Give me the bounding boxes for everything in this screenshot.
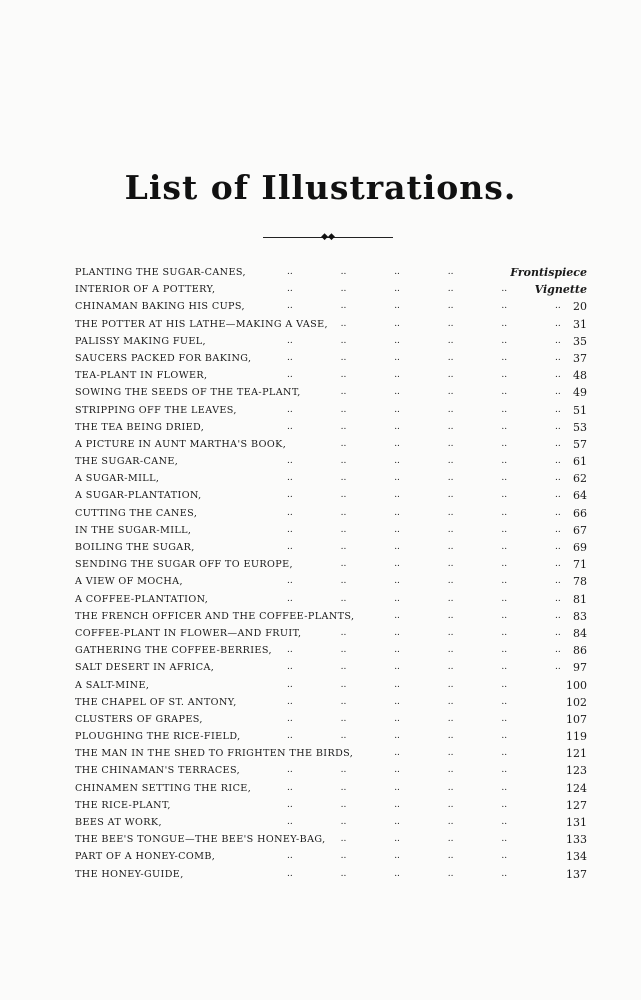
illustration-caption: COFFEE-PLANT IN FLOWER—AND FRUIT, bbox=[75, 625, 303, 642]
leader-dots: .. .. .. .. .. bbox=[340, 318, 561, 329]
list-item bbox=[75, 487, 587, 504]
list-item bbox=[75, 797, 587, 814]
list-item bbox=[75, 298, 587, 315]
page-number: 57 bbox=[573, 437, 587, 451]
illustration-caption: A SALT-MINE, bbox=[75, 677, 151, 694]
list-item bbox=[75, 728, 587, 745]
page-number: 86 bbox=[573, 644, 587, 658]
page-number: Frontispiece bbox=[510, 266, 587, 279]
illustration-caption: A VIEW OF MOCHA, bbox=[75, 573, 185, 590]
page-number: 20 bbox=[573, 300, 587, 314]
page-number: 61 bbox=[573, 455, 587, 469]
list-item bbox=[75, 522, 587, 539]
illustration-caption: TEA-PLANT IN FLOWER, bbox=[75, 367, 209, 384]
illustration-caption: THE BEE'S TONGUE—THE BEE'S HONEY-BAG, bbox=[75, 831, 328, 848]
illustration-caption: A SUGAR-PLANTATION, bbox=[75, 487, 204, 504]
list-item bbox=[75, 711, 587, 728]
list-item bbox=[75, 780, 587, 797]
list-item bbox=[75, 848, 587, 865]
page-number: 64 bbox=[573, 489, 587, 503]
leader-dots: .. .. .. .. .. .. bbox=[287, 404, 561, 415]
list-item bbox=[75, 573, 587, 590]
leader-dots: .. .. .. .. .. bbox=[340, 559, 561, 570]
page-number: 62 bbox=[573, 472, 587, 486]
page-number: 107 bbox=[566, 712, 587, 726]
page-number: 127 bbox=[566, 798, 587, 812]
illustration-caption: STRIPPING OFF THE LEAVES, bbox=[75, 402, 239, 419]
diamond-ornament-icon: ◆◆ bbox=[321, 232, 335, 242]
page-number: 123 bbox=[566, 764, 587, 778]
page-number: 37 bbox=[573, 351, 587, 365]
leader-dots: .. .. .. .. .. .. bbox=[287, 335, 561, 346]
illustration-caption: THE POTTER AT HIS LATHE—MAKING A VASE, bbox=[75, 316, 330, 333]
leader-dots: .. .. .. .. .. .. bbox=[287, 645, 561, 656]
list-item bbox=[75, 367, 587, 384]
page-number: 83 bbox=[573, 609, 587, 623]
list-item bbox=[75, 608, 587, 625]
leader-dots: .. .. .. .. .. .. bbox=[287, 542, 561, 552]
illustration-caption: SAUCERS PACKED FOR BAKING, bbox=[75, 350, 253, 367]
leader-dots: .. .. .. .. .. bbox=[287, 782, 508, 793]
illustration-caption: SALT DESERT IN AFRICA, bbox=[75, 659, 216, 676]
list-item bbox=[75, 539, 587, 556]
leader-dots: .. .. .. .. .. .. bbox=[287, 352, 561, 363]
leader-dots: .. .. .. .. .. bbox=[340, 627, 561, 638]
page-number: 137 bbox=[566, 867, 587, 881]
page-number: 124 bbox=[566, 781, 587, 795]
list-item bbox=[75, 866, 587, 883]
list-item bbox=[75, 384, 587, 401]
leader-dots: .. .. .. .. .. .. bbox=[287, 593, 561, 604]
page-number: 100 bbox=[566, 678, 587, 692]
page-title: List of Illustrations. bbox=[124, 168, 517, 207]
leader-dots: .. .. .. .. .. bbox=[287, 817, 508, 827]
illustration-caption: A COFFEE-PLANTATION, bbox=[75, 591, 210, 608]
page-number: 67 bbox=[573, 523, 587, 537]
page-number: 81 bbox=[573, 592, 587, 606]
page-number: 84 bbox=[573, 626, 587, 640]
leader-dots: .. .. .. .. .. bbox=[340, 438, 561, 449]
illustration-caption: SOWING THE SEEDS OF THE TEA-PLANT, bbox=[75, 384, 303, 401]
leader-dots: .. .. .. .. .. .. bbox=[287, 421, 561, 432]
leader-dots: .. .. .. .. .. .. bbox=[287, 473, 561, 484]
illustration-caption: CHINAMAN BAKING HIS CUPS, bbox=[75, 298, 247, 315]
list-item bbox=[75, 264, 587, 281]
illustration-caption: THE HONEY-GUIDE, bbox=[75, 866, 186, 883]
illustration-caption: THE RICE-PLANT, bbox=[75, 797, 173, 814]
illustration-caption: PLANTING THE SUGAR-CANES, bbox=[75, 264, 248, 281]
leader-dots: .. .. .. .. .. bbox=[287, 868, 508, 879]
leader-dots: .. .. .. .. .. bbox=[287, 713, 508, 724]
illustration-caption: A PICTURE IN AUNT MARTHA'S BOOK, bbox=[75, 436, 288, 453]
leader-dots: .. .. .. .. .. bbox=[287, 284, 508, 295]
list-item bbox=[75, 436, 587, 453]
illustration-caption: CHINAMEN SETTING THE RICE, bbox=[75, 780, 253, 797]
leader-dots: .. .. .. .. .. .. bbox=[287, 370, 561, 381]
leader-dots: .. .. .. .. bbox=[340, 834, 508, 845]
page-number: 48 bbox=[573, 369, 587, 383]
page-number: 131 bbox=[566, 816, 587, 829]
leader-dots: .. .. .. .. .. bbox=[287, 696, 508, 707]
page-number: 49 bbox=[573, 386, 587, 400]
list-item bbox=[75, 316, 587, 333]
leader-dots: .. .. .. .. bbox=[287, 267, 454, 277]
illustration-caption: THE CHAPEL OF ST. ANTONY, bbox=[75, 694, 239, 711]
leader-dots: .. .. .. .. .. .. bbox=[287, 576, 561, 587]
page-number: 66 bbox=[573, 506, 587, 520]
illustration-caption: BEES AT WORK, bbox=[75, 814, 164, 831]
page-number: Vignette bbox=[534, 283, 587, 297]
page-number: 97 bbox=[573, 661, 587, 675]
leader-dots: .. .. .. .. .. bbox=[287, 731, 508, 742]
page-number: 134 bbox=[566, 850, 587, 864]
list-item bbox=[75, 333, 587, 350]
list-item bbox=[75, 814, 587, 831]
list-item bbox=[75, 505, 587, 522]
illustration-caption: IN THE SUGAR-MILL, bbox=[75, 522, 193, 539]
list-item bbox=[75, 402, 587, 419]
list-item bbox=[75, 745, 587, 762]
list-item bbox=[75, 591, 587, 608]
illustration-caption: THE TEA BEING DRIED, bbox=[75, 419, 206, 436]
illustration-caption: THE CHINAMAN'S TERRACES, bbox=[75, 762, 242, 779]
list-item bbox=[75, 419, 587, 436]
list-item bbox=[75, 831, 587, 848]
illustration-caption: THE SUGAR-CANE, bbox=[75, 453, 180, 470]
page-number: 119 bbox=[566, 730, 587, 744]
page-number: 78 bbox=[573, 575, 587, 589]
illustration-caption: GATHERING THE COFFEE-BERRIES, bbox=[75, 642, 274, 659]
leader-dots: .. .. .. .. .. .. bbox=[287, 507, 561, 518]
page-number: 121 bbox=[566, 747, 587, 761]
list-item bbox=[75, 642, 587, 659]
list-item bbox=[75, 453, 587, 470]
leader-dots: .. .. .. .. .. bbox=[287, 799, 508, 810]
page-number: 51 bbox=[573, 403, 587, 417]
page-number: 133 bbox=[566, 833, 587, 847]
leader-dots: .. .. .. .. .. .. bbox=[287, 301, 561, 312]
list-item bbox=[75, 281, 587, 298]
leader-dots: .. .. .. .. .. bbox=[287, 851, 508, 862]
illustration-caption: BOILING THE SUGAR, bbox=[75, 539, 197, 556]
page-number: 102 bbox=[566, 695, 587, 709]
leader-dots: .. .. .. .. .. bbox=[340, 387, 561, 398]
illustration-caption: THE MAN IN THE SHED TO FRIGHTEN THE BIRDS, bbox=[75, 745, 355, 762]
illustration-caption: CLUSTERS OF GRAPES, bbox=[75, 711, 205, 728]
illustration-caption: PART OF A HONEY-COMB, bbox=[75, 848, 217, 865]
leader-dots: .. .. .. .. .. .. bbox=[287, 662, 561, 673]
illustration-caption: A SUGAR-MILL, bbox=[75, 470, 161, 487]
list-item bbox=[75, 694, 587, 711]
leader-dots: .. .. .. .. bbox=[394, 610, 561, 621]
leader-dots: .. .. .. .. .. .. bbox=[287, 524, 561, 535]
illustration-caption: PALISSY MAKING FUEL, bbox=[75, 333, 208, 350]
illustration-caption: THE FRENCH OFFICER AND THE COFFEE-PLANTS, bbox=[75, 608, 357, 625]
page-number: 53 bbox=[573, 420, 587, 434]
leader-dots: .. .. .. .. .. .. bbox=[287, 456, 561, 467]
list-item bbox=[75, 350, 587, 367]
leader-dots: .. .. .. bbox=[394, 748, 508, 759]
illustrations-list bbox=[75, 264, 587, 883]
illustration-caption: INTERIOR OF A POTTERY, bbox=[75, 281, 217, 298]
leader-dots: .. .. .. .. .. .. bbox=[287, 490, 561, 501]
list-item bbox=[75, 625, 587, 642]
leader-dots: .. .. .. .. .. bbox=[287, 765, 508, 776]
list-item bbox=[75, 556, 587, 573]
page-number: 35 bbox=[573, 334, 587, 348]
illustration-caption: CUTTING THE CANES, bbox=[75, 505, 199, 522]
ornamental-rule bbox=[263, 232, 393, 242]
illustration-caption: PLOUGHING THE RICE-FIELD, bbox=[75, 728, 243, 745]
list-item bbox=[75, 659, 587, 676]
list-item bbox=[75, 762, 587, 779]
leader-dots: .. .. .. .. .. bbox=[287, 679, 508, 690]
illustration-caption: SENDING THE SUGAR OFF TO EUROPE, bbox=[75, 556, 295, 573]
page-number: 69 bbox=[573, 541, 587, 554]
page-number: 31 bbox=[573, 317, 587, 331]
list-item bbox=[75, 470, 587, 487]
page-number: 71 bbox=[573, 558, 587, 572]
list-item bbox=[75, 677, 587, 694]
